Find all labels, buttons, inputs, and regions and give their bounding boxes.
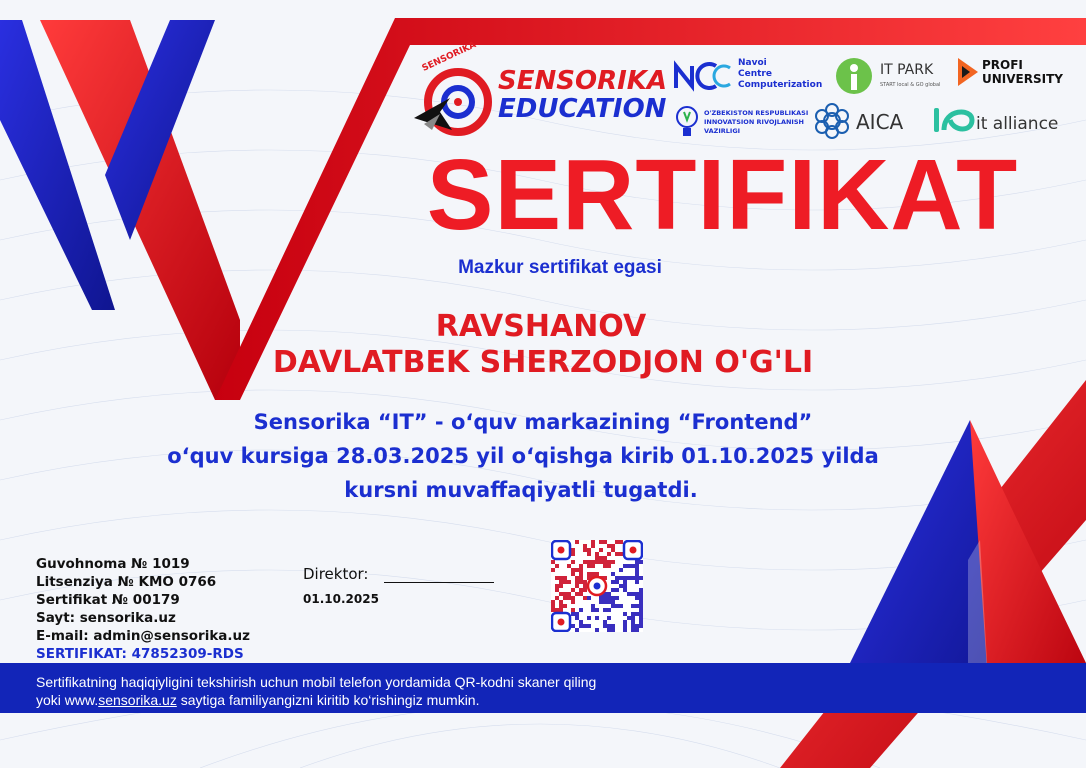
- italliance-logo-icon: [932, 102, 976, 138]
- certificate-title: SERTIFIKAT: [426, 139, 1019, 251]
- certificate-subtitle: Mazkur sertifikat egasi: [458, 257, 662, 278]
- footer-website-link[interactable]: sensorika.uz: [98, 692, 177, 708]
- aica-text: AICA: [856, 110, 904, 134]
- profi-line2: UNIVERSITY: [982, 72, 1063, 86]
- ncc-line1: Navoi: [738, 58, 767, 68]
- itpark-logo-icon: [832, 56, 876, 96]
- info-email: E-mail: admin@sensorika.uz: [36, 628, 251, 644]
- ministry-logo-icon: [674, 104, 700, 140]
- sensorika-logo-top: SENSORIKA: [498, 66, 668, 96]
- info-guvohnoma: Guvohnoma № 1019: [36, 556, 190, 572]
- director-label: Direktor:: [303, 565, 369, 583]
- sensorika-arc-text: SENSORIKA: [420, 40, 478, 74]
- info-litsenziya: Litsenziya № KMO 0766: [36, 574, 217, 590]
- ncc-line2: Centre: [738, 69, 772, 79]
- body-line-3: kursni muvaffaqiyatli tugatdi.: [344, 478, 698, 502]
- qr-code[interactable]: [551, 540, 643, 632]
- aica-logo-icon: [812, 102, 852, 140]
- profi-logo-icon: [956, 56, 980, 88]
- footer-line-2: [36, 692, 479, 708]
- director-date: 01.10.2025: [303, 592, 379, 606]
- footer-line-1: Sertifikatning haqiqiyligini tekshirish uchun mobil telefon yordamida QR-kodni skaner qiling: [36, 674, 597, 690]
- itpark-text: IT PARK: [880, 62, 934, 78]
- itpark-tagline: START local & GO global: [880, 82, 941, 88]
- ministry-line2: INNOVATSION RIVOJLANISH: [704, 118, 804, 126]
- body-line-1: Sensorika “IT” - o‘quv markazining “Frontend”: [253, 410, 813, 434]
- italliance-text: it alliance: [976, 114, 1059, 134]
- ncc-logo-icon: [672, 58, 736, 94]
- info-certificate-code: SERTIFIKAT: 47852309-RDS: [36, 646, 244, 662]
- ministry-line3: VAZIRLIGI: [704, 127, 741, 135]
- body-line-2: o‘quv kursiga 28.03.2025 yil o‘qishga kirib 01.10.2025 yilda: [167, 444, 879, 468]
- holder-surname: RAVSHANOV: [435, 309, 647, 344]
- profi-line1: PROFI: [982, 58, 1023, 72]
- info-certificate-number: Sertifikat № 00179: [36, 592, 180, 608]
- sensorika-logo-bottom: EDUCATION: [498, 94, 667, 124]
- ncc-line3: Computerization: [738, 80, 823, 90]
- footer-prefix: yoki www.: [36, 692, 99, 708]
- holder-given-name: DAVLATBEK SHERZODJON O'G'LI: [272, 345, 814, 380]
- info-website: Sayt: sensorika.uz: [36, 610, 176, 626]
- signature-line: [384, 582, 494, 583]
- ministry-line1: O'ZBEKISTON RESPUBLIKASI: [704, 109, 809, 117]
- footer-suffix: saytiga familiyangizni kiritib ko‘rishingiz mumkin.: [176, 692, 480, 708]
